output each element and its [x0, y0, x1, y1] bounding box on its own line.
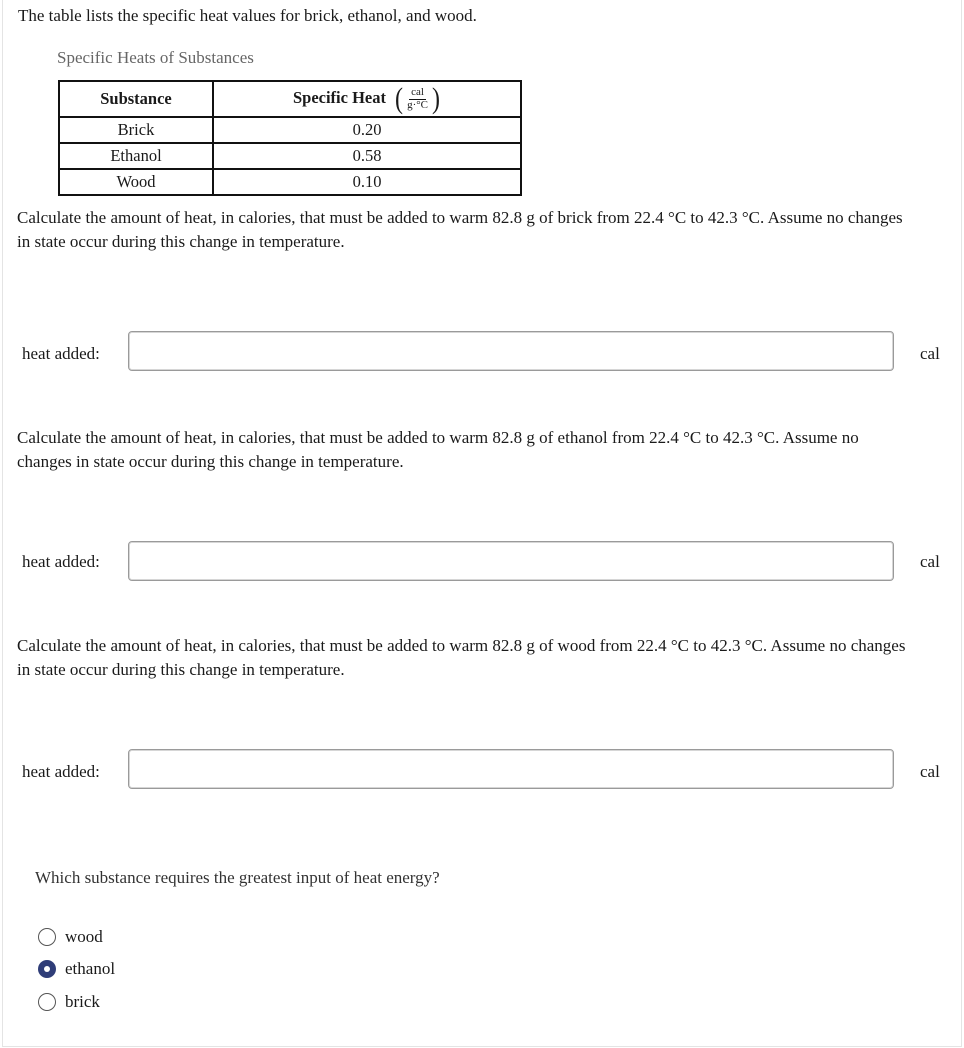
- unit-paren-close: ): [432, 82, 441, 115]
- question-text-after: of wood from 22.4 °C to 42.3 °C. Assume no changes in state occur during this change in temperature.: [17, 636, 906, 679]
- unit-label-cal: cal: [920, 762, 940, 781]
- radio-option-ethanol[interactable]: [38, 959, 115, 979]
- radio-button[interactable]: [38, 993, 56, 1011]
- unit-denominator: g·°C: [407, 98, 429, 111]
- heat-added-brick-input[interactable]: [128, 331, 894, 371]
- radio-label[interactable]: brick: [65, 992, 100, 1011]
- radio-option-brick[interactable]: [38, 992, 100, 1012]
- table-row: [59, 143, 521, 169]
- radio-button[interactable]: [38, 928, 56, 946]
- question-ethanol: [17, 426, 917, 474]
- table-caption: Specific Heats of Substances: [57, 48, 254, 67]
- question-mass: 82.8 g: [492, 428, 535, 447]
- header-specific-heat: [213, 81, 521, 117]
- heat-added-label: heat added:: [22, 762, 100, 781]
- heat-added-ethanol-input[interactable]: [128, 541, 894, 581]
- question-mass: 82.8 g: [492, 636, 535, 655]
- question-brick: [17, 206, 917, 254]
- cell-specific-heat: 0.20: [213, 117, 521, 143]
- question-text-after: of ethanol from 22.4 °C to 42.3 °C. Assume no changes in state occur during this change in temperature.: [17, 428, 859, 471]
- question-text-before: Calculate the amount of heat, in calories, that must be added to warm: [17, 208, 493, 227]
- cell-substance: Wood: [59, 169, 213, 195]
- table-row: [59, 169, 521, 195]
- question-text-before: Calculate the amount of heat, in calories, that must be added to warm: [17, 428, 493, 447]
- cell-specific-heat: 0.58: [213, 143, 521, 169]
- header-substance: Substance: [59, 81, 213, 117]
- unit-numerator: cal: [411, 85, 424, 98]
- cell-specific-heat: 0.10: [213, 169, 521, 195]
- mc-question: Which substance requires the greatest input of heat energy?: [35, 868, 440, 887]
- specific-heat-table: [58, 80, 522, 196]
- question-text-before: Calculate the amount of heat, in calories, that must be added to warm: [17, 636, 493, 655]
- heat-added-wood-input[interactable]: [128, 749, 894, 789]
- table-row: [59, 117, 521, 143]
- specific-heat-unit: [394, 84, 441, 114]
- heat-added-label: heat added:: [22, 344, 100, 363]
- table-header-row: [59, 81, 521, 117]
- cell-substance: Brick: [59, 117, 213, 143]
- cell-substance: Ethanol: [59, 143, 213, 169]
- question-mass: 82.8 g: [492, 208, 535, 227]
- header-specific-heat-label: Specific Heat: [292, 87, 386, 107]
- radio-option-wood[interactable]: [38, 927, 103, 947]
- unit-paren-open: (: [395, 82, 404, 115]
- radio-label[interactable]: ethanol: [65, 959, 116, 978]
- question-text-after: of brick from 22.4 °C to 42.3 °C. Assume no changes in state occur during this change in temperature.: [17, 208, 903, 251]
- heat-added-label: heat added:: [22, 552, 100, 571]
- radio-label[interactable]: wood: [65, 927, 103, 946]
- question-wood: [17, 634, 917, 682]
- radio-button-selected[interactable]: [38, 960, 56, 978]
- unit-label-cal: cal: [920, 552, 940, 571]
- intro-text: The table lists the specific heat values for brick, ethanol, and wood.: [18, 6, 477, 25]
- unit-fraction: [405, 87, 430, 111]
- unit-label-cal: cal: [920, 344, 940, 363]
